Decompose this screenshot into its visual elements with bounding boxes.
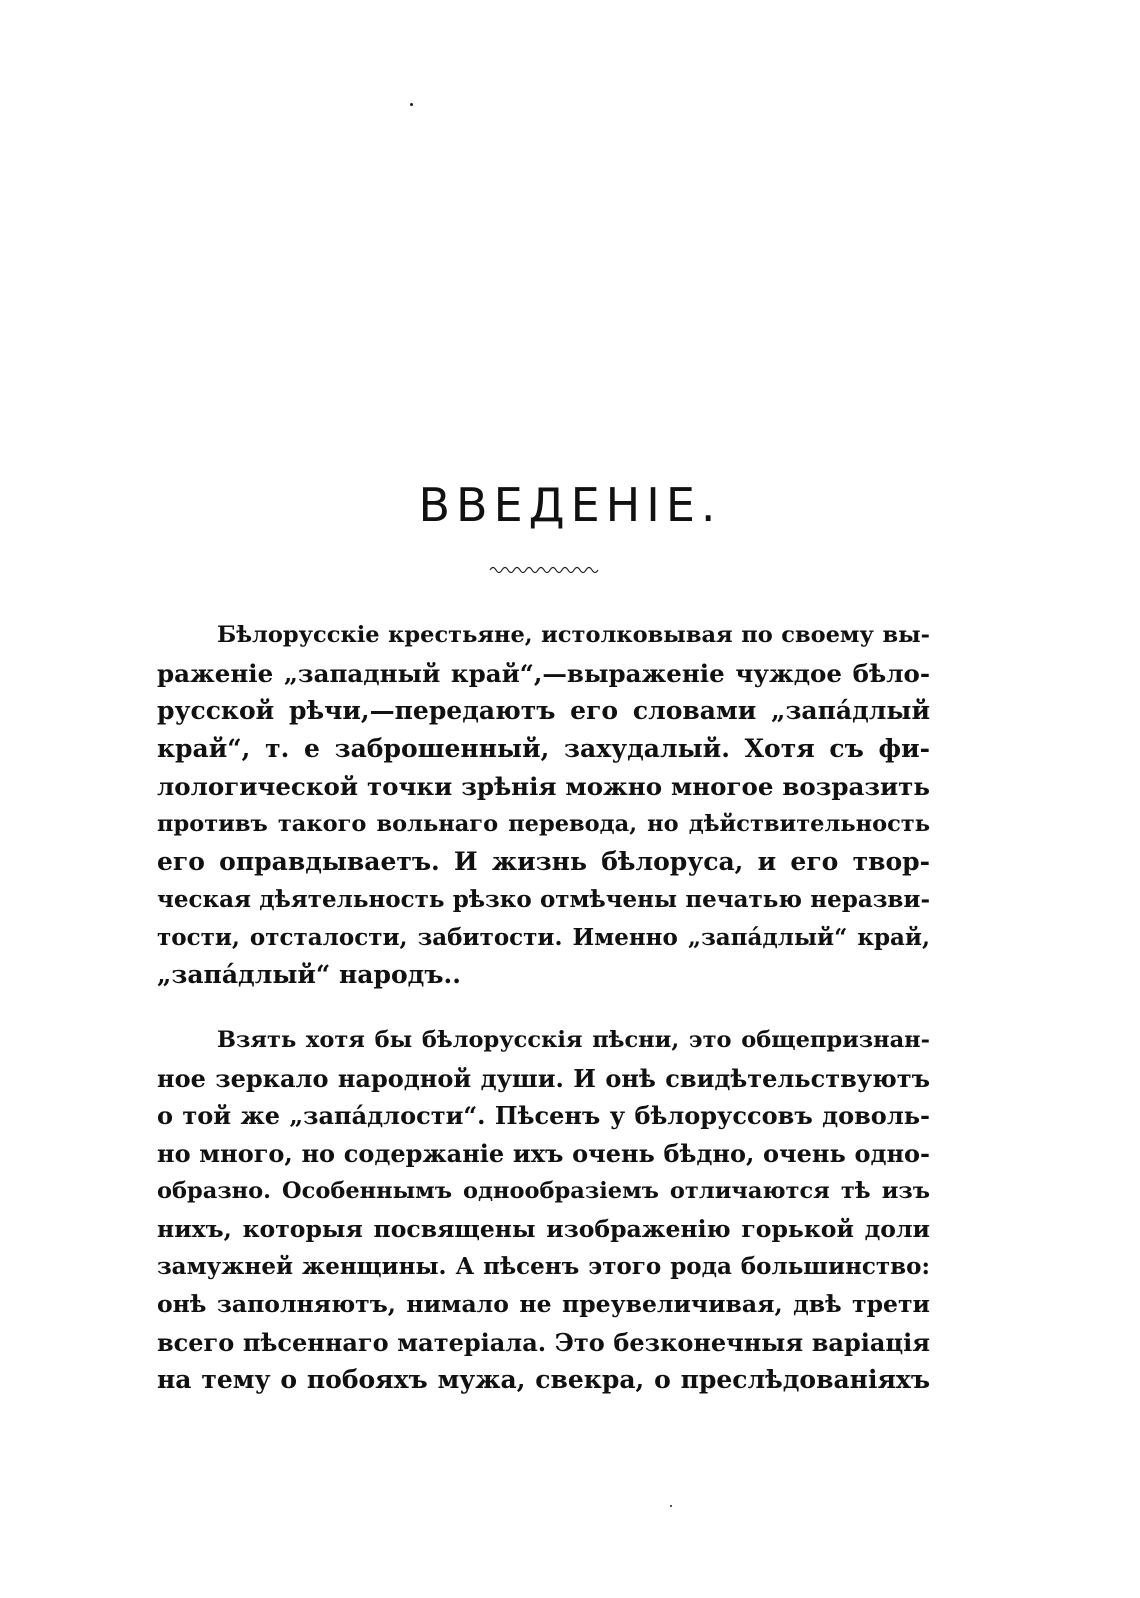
paragraph-1 xyxy=(157,617,930,994)
text-line: образно. Особеннымъ однообразіемъ отличаются тѣ изъ xyxy=(157,1177,930,1204)
text-line: край“, т. е заброшенный, захудалый. Хотя съ фи- xyxy=(157,734,930,764)
text-line: всего пѣсеннаго матеріала. Это безконечныя варіація xyxy=(157,1327,930,1357)
text-line: противъ такого вольнаго перевода, но дѣйствительность xyxy=(157,810,930,837)
text-line: тости, отсталости, забитости. Именно „запа́длый“ край, xyxy=(157,923,930,951)
text-line: Бѣлорусскіе крестьяне, истолковывая по своему вы- xyxy=(217,622,930,648)
text-line: о той же „запа́длости“. Пѣсенъ у бѣлоруссовъ доволь- xyxy=(157,1101,930,1131)
text-line: „запа́длый“ народъ.. xyxy=(157,960,461,990)
print-speck xyxy=(410,103,413,106)
text-line: ное зеркало народной души. И онѣ свидѣтельствуютъ xyxy=(157,1063,930,1093)
text-line: ческая дѣятельность рѣзко отмѣчены печатью неразви- xyxy=(157,885,930,913)
print-speck xyxy=(670,1505,672,1507)
text-line: раженіе „западный край“,—выраженіе чуждое бѣло- xyxy=(157,658,930,688)
title-ornament-wavy-rule xyxy=(488,562,600,574)
text-line: на тему о побояхъ мужа, свекра, о преслѣдованіяхъ xyxy=(157,1365,930,1395)
text-line: Взять хотя бы бѣлорусскія пѣсни, это общепризнан- xyxy=(217,1027,930,1053)
text-line: его оправдываетъ. И жизнь бѣлоруса, и его твор- xyxy=(157,847,930,877)
text-line: нихъ, которыя посвящены изображенію горькой доли xyxy=(157,1214,930,1243)
paragraph-2 xyxy=(157,1022,930,1399)
text-line: онѣ заполняютъ, нимало не преувеличивая, двѣ трети xyxy=(157,1289,930,1318)
text-line: замужней женщины. А пѣсенъ этого рода большинство: xyxy=(157,1253,930,1281)
chapter-title: ВВЕДЕНIЕ. xyxy=(418,478,722,532)
text-line: лологической точки зрѣнія можно многое возразить xyxy=(157,771,930,801)
text-line: русской рѣчи,—передаютъ его словами „запа́длый xyxy=(157,696,930,726)
text-line: но много, но содержаніе ихъ очень бѣдно, очень одно- xyxy=(157,1139,930,1169)
